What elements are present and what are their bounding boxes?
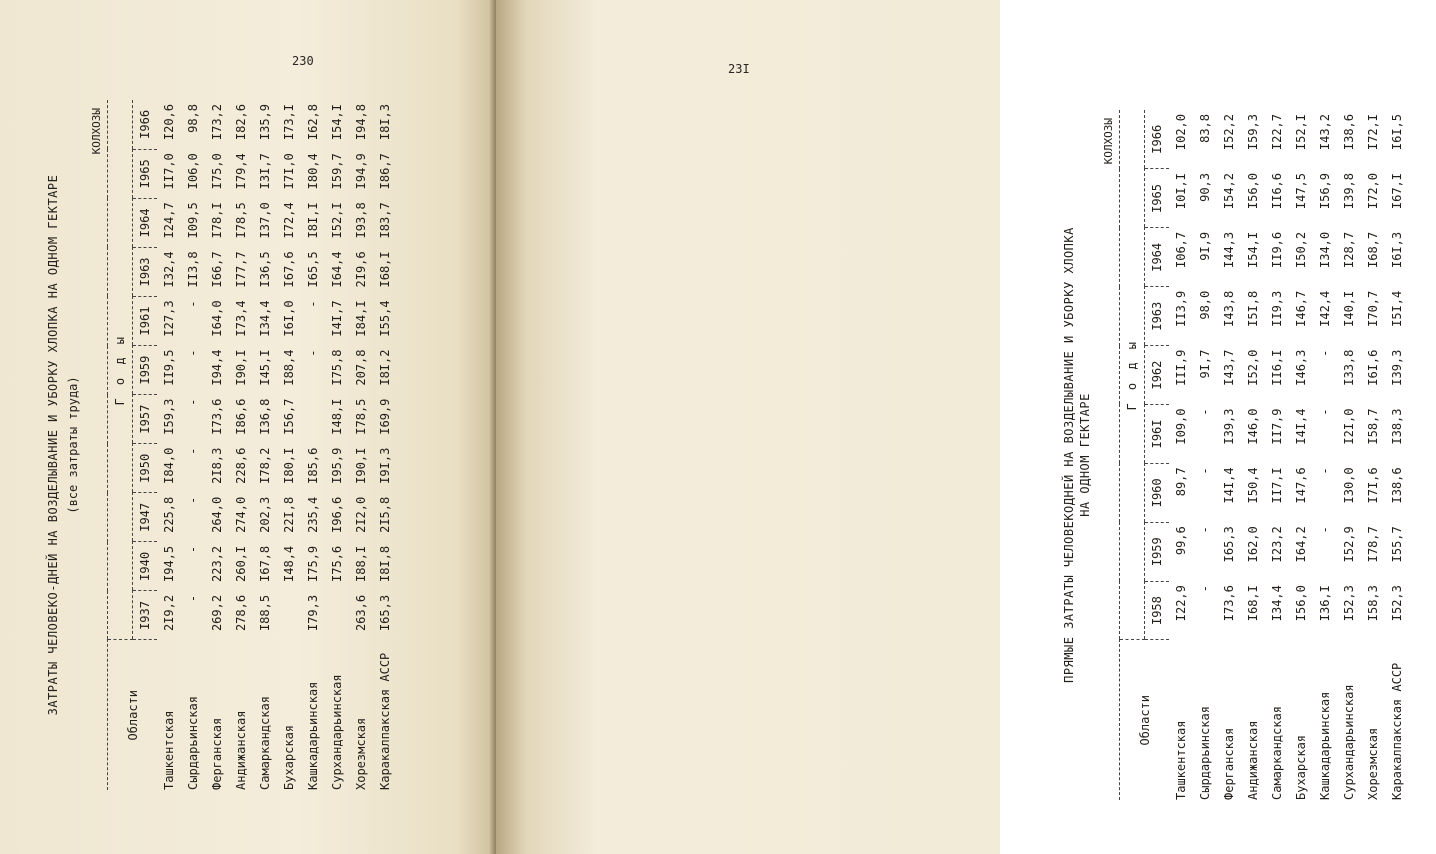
table-cell: III,9 [1174,349,1188,386]
table-cell: I36,8 [258,398,272,435]
table-cell: I39,3 [1222,408,1236,445]
region-name: Сурхандарьинская [1342,684,1356,800]
table-cell: 98,8 [186,104,200,133]
table-cell: I64,0 [210,300,224,337]
region-name: Ферганская [210,717,224,790]
table-cell: I5I,4 [1390,290,1404,327]
header-row [108,100,133,790]
table-cell: I8I,3 [378,104,392,141]
table-cell: I38,3 [1390,408,1404,445]
region-name: Ферганская [1222,727,1236,800]
year-header: I96I [1145,405,1170,464]
table-cell: I78,5 [354,398,368,435]
left-page [0,0,496,854]
region-name: Каракалпакская АССР [1390,662,1404,800]
table-cell: I23,2 [1270,526,1284,563]
table-cell: 278,6 [234,594,248,632]
table-cell: - [306,300,320,308]
page-number: 23I [728,62,750,76]
table-cell: - [1198,585,1212,593]
table-cell: II9,5 [162,349,176,386]
table-cell: I73,6 [210,398,224,435]
table-cell: I90,I [354,447,368,484]
table-cell: I56,9 [1318,173,1332,210]
table-cell: I22,9 [1174,585,1188,622]
table-cell: - [1318,408,1332,416]
table-cell: 263,6 [354,594,368,632]
table-cell: I86,7 [378,153,392,190]
table-cell: II7,0 [162,153,176,190]
table-cell: I64,4 [330,251,344,288]
table-cell: I58,3 [1366,585,1380,622]
table-cell: I56,0 [1246,173,1260,210]
table-cell: I43,2 [1318,114,1332,151]
region-name: Андижанская [234,710,248,790]
region-name: Сырдарьинская [1198,706,1212,800]
region-name: Каракалпакская АССР [378,652,392,790]
table-cell: I48,4 [282,545,296,582]
region-column-header: Области [108,640,158,790]
region-name: Самаркандская [258,696,272,790]
table-cell: II6,6 [1270,173,1284,210]
table-row [1289,110,1313,800]
table-cell: I59,3 [162,398,176,435]
region-name: Кашкадарьинская [1318,691,1332,800]
table-cell: I67,8 [258,545,272,582]
table-cell: - [1318,349,1332,357]
table-cell: - [1198,526,1212,534]
year-header: I962 [1145,346,1170,405]
table-cell: I50,4 [1246,467,1260,504]
year-header: I961 [133,296,158,345]
table-cell: I42,4 [1318,290,1332,327]
region-name: Кашкадарьинская [306,681,320,790]
table-cell: I20,6 [162,104,176,141]
table-cell: 90,3 [1198,173,1212,202]
table-cell: I35,9 [258,104,272,141]
table-cell: I65,3 [1222,526,1236,563]
table-cell: I72,0 [1366,173,1380,210]
table-cell: 22I,8 [282,496,296,533]
region-name: Бухарская [282,724,296,790]
table-cell: I50,2 [1294,231,1308,268]
region-name: Самаркандская [1270,706,1284,800]
region-column-header: Области [1120,640,1170,800]
table-title: ЗАТРАТЫ ЧЕЛОВЕКО-ДНЕЙ НА ВОЗДЕЛЫВАНИЕ И УБОРКУ ХЛОПКА НА ОДНОМ ГЕКТАРЕ [46,174,60,716]
table-row [253,100,277,790]
table-cell: I88,I [354,545,368,582]
table-cell: 89,7 [1174,467,1188,497]
table-cell: I52,3 [1342,585,1356,622]
table-cell: I33,8 [1342,349,1356,386]
table-row [349,100,373,790]
table-cell: 264,0 [210,496,224,533]
table-cell: I45,I [258,349,272,386]
table-cell: I47,5 [1294,173,1308,210]
table-cell: I75,8 [330,349,344,386]
table-cell: I94,9 [354,153,368,190]
header-row [1120,110,1145,800]
table-row [1361,110,1385,800]
table-row [1241,110,1265,800]
table-cell: I96,6 [330,496,344,533]
table-cell: I94,5 [162,545,176,582]
region-name: Ташкентская [1174,720,1188,800]
table-cell: II9,3 [1270,290,1284,327]
table-cell: - [186,447,200,455]
page-number: 230 [292,54,314,68]
table-cell: 98,0 [1198,290,1212,320]
region-name: Бухарская [1294,734,1308,800]
table-cell: I85,6 [306,447,320,484]
table-cell: - [186,349,200,357]
table-cell: I6I,6 [1366,349,1380,386]
year-header: I966 [1145,110,1170,169]
table-cell: I27,3 [162,300,176,337]
table-row [277,100,301,790]
table-cell: I73,6 [1222,585,1236,622]
table-cell: I8I,8 [378,545,392,582]
year-header: I937 [133,591,158,640]
table-cell: 2I9,2 [162,594,176,632]
table-cell: I58,7 [1366,408,1380,445]
left-rotated-content [40,100,400,790]
table-cell: I83,7 [378,202,392,239]
table-cell: 9I,9 [1198,231,1212,261]
table-cell: I39,8 [1342,173,1356,210]
table-cell: 207,8 [354,349,368,386]
table-cell: 228,6 [234,447,248,484]
table-cell: I34,0 [1318,231,1332,268]
table-cell: I73,I [282,104,296,141]
region-name: Хорезмская [354,717,368,790]
table-cell: I79,4 [234,153,248,190]
table-cell: II7,9 [1270,408,1284,445]
table-cell: 235,4 [306,496,320,533]
table-cell: I88,4 [282,349,296,386]
table-cell: I54,2 [1222,173,1236,210]
table-cell: I62,0 [1246,526,1260,563]
table-cell: I52,I [330,202,344,239]
table-cell: I34,4 [1270,585,1284,622]
table-cell: I3I,7 [258,153,272,190]
table-row [1265,110,1289,800]
table-cell: I5I,8 [1246,290,1260,327]
table-cell: I64,2 [1294,526,1308,563]
kolkhoz-label: КОЛХОЗЫ [1102,118,1115,165]
table-cell: I80,I [282,447,296,484]
table-cell: 223,2 [210,545,224,582]
table-cell: I47,6 [1294,467,1308,504]
year-header: I966 [133,100,158,149]
table-cell: I78,7 [1366,526,1380,563]
table-row [1217,110,1241,800]
year-header: I959 [1145,522,1170,581]
table-cell: I36,5 [258,251,272,288]
table-cell: I46,0 [1246,408,1260,445]
table-cell: - [1318,467,1332,475]
year-header: I964 [133,198,158,247]
table-cell: I6I,0 [282,300,296,337]
kolkhoz-label: КОЛХОЗЫ [90,108,103,155]
table-cell: I38,6 [1390,467,1404,504]
years-group-header: Г о д ы [1120,110,1145,640]
table-cell: I75,9 [306,545,320,582]
table-cell: I72,I [1366,114,1380,151]
table-cell: I66,7 [210,251,224,288]
table-cell: I72,4 [282,202,296,239]
table-row [1313,110,1337,800]
table-cell: I36,I [1318,585,1332,622]
table-title-line1: ПРЯМЫЕ ЗАТРАТЫ ЧЕЛОВЕКОДНЕЙ НА ВОЗДЕЛЫВАНИЕ И УБОРКУ ХЛОПКА [1062,227,1076,683]
table-cell: I02,0 [1174,114,1188,151]
table-cell: I7I,6 [1366,467,1380,504]
table-cell: 9I,7 [1198,349,1212,379]
table-cell: 202,3 [258,496,272,533]
table-cell: 225,8 [162,496,176,533]
table-cell: I24,7 [162,202,176,239]
table-cell: I73,4 [234,300,248,337]
table-cell: I30,0 [1342,467,1356,504]
table-cell: I56,7 [282,398,296,435]
table-cell: I0I,I [1174,173,1188,210]
table-cell: I75,0 [210,153,224,190]
table-cell: - [186,300,200,308]
year-header: I947 [133,493,158,542]
table-cell: I80,4 [306,153,320,190]
data-table [1119,110,1409,800]
table-cell: I68,I [378,251,392,288]
table-cell: I43,7 [1222,349,1236,386]
table-cell: I54,I [330,104,344,141]
table-cell: I65,3 [378,594,392,632]
years-group-header: Г о д ы [108,100,133,640]
table-cell [325,591,349,640]
table-cell: I09,0 [1174,408,1188,445]
table-cell: I68,I [1246,585,1260,622]
table-cell: I68,7 [1366,231,1380,268]
table-row [181,100,205,790]
region-name: Сурхандарьинская [330,674,344,790]
table-cell: - [1198,408,1212,416]
table-row [1193,110,1217,800]
table-cell: I84,I [354,300,368,337]
year-header: I959 [133,346,158,395]
table-cell: I7I,0 [282,153,296,190]
table-cell: II3,9 [1174,290,1188,327]
table-cell: I37,0 [258,202,272,239]
table-row [205,100,229,790]
table-cell: I52,9 [1342,526,1356,563]
table-cell: I67,6 [282,251,296,288]
table-cell: I40,I [1342,290,1356,327]
right-page [496,0,1404,854]
table-cell: I2I,0 [1342,408,1356,445]
region-name: Сырдарьинская [186,696,200,790]
table-row [301,100,325,790]
table-cell: I8I,I [306,202,320,239]
table-cell: I55,4 [378,300,392,337]
table-cell: I6I,5 [1390,114,1404,151]
region-name: Ташкентская [162,710,176,790]
table-cell: I32,4 [162,251,176,288]
table-cell: I38,6 [1342,114,1356,151]
table-cell: I46,3 [1294,349,1308,386]
table-cell: I52,3 [1390,585,1404,622]
table-cell: I22,7 [1270,114,1284,151]
table-cell: I93,8 [354,202,368,239]
table-cell: - [1198,467,1212,475]
table-row [157,100,181,790]
table-cell [277,591,301,640]
table-cell: I86,6 [234,398,248,435]
year-header: I958 [1145,581,1170,640]
table-cell: I39,3 [1390,349,1404,386]
table-cell: I8I,2 [378,349,392,386]
table-row [1337,110,1361,800]
table-cell: I82,6 [234,104,248,141]
table-cell: I67,I [1390,173,1404,210]
table-title-line2: НА ОДНОМ ГЕКТАРЕ [1078,393,1092,517]
table-cell [301,395,325,444]
table-cell: I59,3 [1246,114,1260,151]
table-cell: I52,2 [1222,114,1236,151]
year-header: I965 [133,149,158,198]
table-cell: 2I5,8 [378,496,392,533]
table-row [373,100,397,790]
table-cell: - [186,545,200,554]
table-cell: II6,I [1270,349,1284,386]
table-cell: 260,I [234,545,248,582]
table-cell: I56,0 [1294,585,1308,622]
table-cell: - [186,594,200,603]
table-cell: I44,3 [1222,231,1236,268]
table-cell: I95,9 [330,447,344,484]
table-cell: I34,4 [258,300,272,337]
table-cell: I06,0 [186,153,200,190]
table-cell: 83,8 [1198,114,1212,143]
table-cell: I43,8 [1222,290,1236,327]
table-cell: I62,8 [306,104,320,141]
table-cell: I78,I [210,202,224,239]
table-cell: I9I,3 [378,447,392,484]
table-cell: I59,7 [330,153,344,190]
table-cell: II7,I [1270,467,1284,504]
table-row [1385,110,1409,800]
right-rotated-content [1056,110,1436,800]
table-cell: I70,7 [1366,290,1380,327]
table-cell: - [186,398,200,406]
table-cell: 99,6 [1174,526,1188,556]
year-header: I963 [1145,287,1170,346]
table-cell: I84,0 [162,447,176,484]
table-cell: I06,7 [1174,231,1188,268]
region-name: Хорезмская [1366,727,1380,800]
year-header: I963 [133,247,158,296]
table-cell: I09,5 [186,202,200,239]
table-row [325,100,349,790]
table-cell: 2I8,3 [210,447,224,484]
table-cell: I48,I [330,398,344,435]
data-table [107,100,397,790]
table-cell: 274,0 [234,496,248,533]
table-cell: I94,8 [354,104,368,141]
table-cell: I69,9 [378,398,392,435]
table-cell: I52,0 [1246,349,1260,386]
table-cell: 2I9,6 [354,251,368,288]
table-cell: - [1318,526,1332,534]
table-subtitle: (все затраты труда) [66,376,80,514]
table-row [229,100,253,790]
year-header: I950 [133,444,158,493]
table-cell: I4I,7 [330,300,344,337]
table-cell: I28,7 [1342,231,1356,268]
table-cell: II9,6 [1270,231,1284,268]
region-name: Андижанская [1246,720,1260,800]
table-cell: II3,8 [186,251,200,288]
table-cell: I52,I [1294,114,1308,151]
table-cell: I90,I [234,349,248,386]
table-cell: I46,7 [1294,290,1308,327]
table-cell: I79,3 [306,594,320,632]
year-header: I965 [1145,169,1170,228]
table-cell: - [306,349,320,357]
table-cell: I4I,4 [1294,408,1308,445]
table-row [1169,110,1193,800]
table-cell: I4I,4 [1222,467,1236,504]
year-header: I940 [133,542,158,591]
table-cell: I94,4 [210,349,224,386]
year-header: I957 [133,395,158,444]
year-header: I960 [1145,463,1170,522]
table-cell: I75,6 [330,545,344,582]
table-cell: 269,2 [210,594,224,632]
year-header: I964 [1145,228,1170,287]
table-cell: I77,7 [234,251,248,288]
table-cell: I65,5 [306,251,320,288]
table-cell: I54,I [1246,231,1260,268]
table-cell: I73,2 [210,104,224,141]
table-cell: I6I,3 [1390,231,1404,268]
table-cell: I88,5 [258,594,272,632]
table-cell: I78,5 [234,202,248,239]
table-cell: I55,7 [1390,526,1404,563]
table-cell: 2I2,0 [354,496,368,533]
table-cell: - [186,496,200,504]
table-cell: I78,2 [258,447,272,484]
